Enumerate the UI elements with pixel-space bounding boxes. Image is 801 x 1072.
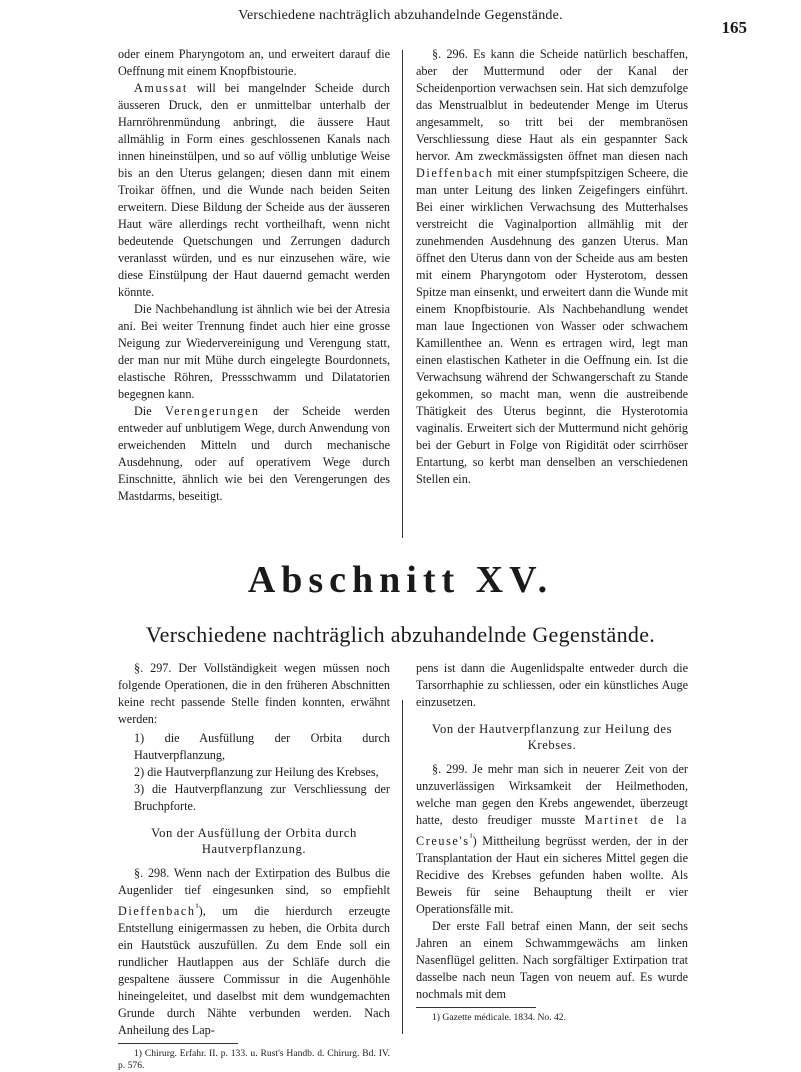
- footnote: 1) Gazette médicale. 1834. No. 42.: [432, 1012, 566, 1024]
- paragraph-text: ) Mittheilung begrüsst werden, der in der Transplantation der Haut ein sicheres Mittel gegen die Recidive des Krebses gefunden haben wollte. Als Beweis für seine Behauptung theilt er vier Operationsfälle mit.: [416, 834, 688, 917]
- paragraph: §. 297. Der Vollständigkeit wegen müssen noch folgende Operationen, die in den früheren Abschnitten keine recht passende Stelle finden konnten, erwähnt werden:: [118, 661, 390, 726]
- paragraph-text: §. 296. Es kann die Scheide natürlich beschaffen, aber der Muttermund oder der Kanal der Scheidenportion verwachsen sein. Hat sich demzufolge das Menstrualblut in bedeutender Menge im Uterus angesammelt, so tritt bei der membranösen Verschliessung diese Haut als ein gespannter Sack hervor. Am zweckmässigsten öffnet man diesen nach: [416, 47, 688, 163]
- top-left-column: [118, 46, 390, 505]
- author-name: Martinet de la Creuse's: [416, 813, 688, 849]
- emphasized-term: Verengerungen: [165, 404, 260, 418]
- footnote-rule: [416, 1007, 536, 1008]
- paragraph-text: mit einer stumpfspitzigen Scheere, die man unter Leitung des linken Zeigefingers einführt. Bei einer wirklichen Verwachsung des Mutterhalses verstreicht die Vaginalportion allmählig mit der zunehmenden Ausdehnung des ganzen Uterus. Man öffnet den Uterus dann von der Scheide aus am besten mit einem Pharyngotom oder Hysterotom, dessen Spitze man einsenkt, und erweitert dann die Wunde mit einem Knopfbistourie. Als Nachbehandlung wendet man laue Ingectionen von Wasser oder schwachem Kamillenthee an. Wenn es ertragen wird, legt man einen elastischen Katheter in die Oeffnung ein. Ist die Verwachsung während der Schwangerschaft zu Stande gekommen, so macht man, wenn die austreibende Thätigkeit des Uterus beginnt, die Hysterotomia vaginalis. Erweitert sich der Muttermund nicht gehörig bei der Geburt in Folge von Rigidität oder scirrhöser Entartung, so kerbt man denselben an verschiedenen Stellen ein.: [416, 166, 688, 486]
- paragraph: [416, 46, 688, 488]
- list-item: 3) die Hautverpflanzung zur Verschliessung der Bruchpforte.: [134, 782, 390, 813]
- paragraph-text: §. 299. Je mehr man sich in neuerer Zeit von der unzuverlässigen Wirksamkeit der Heilmethoden, welche man gegen den Krebs angewendet, überzeugt hatte, desto freudiger musste: [416, 762, 688, 827]
- column-divider: [402, 50, 403, 538]
- running-title: Verschiedene nachträglich abzuhandelnde Gegenstände.: [238, 8, 563, 23]
- paragraph: Der erste Fall betraf einen Mann, der seit sechs Jahren an einem Schwammgewächs am linken Nasenflügel gelitten. Nach sorgfältiger Extirpation trat dasselbe nach neun Tagen von neuem auf. Es wurde nochmals mit dem: [416, 919, 688, 1002]
- paragraph: pens ist dann die Augenlidspalte entweder durch die Tarsorrhaphie zu schliessen, oder ein künstliches Auge einzusetzen.: [416, 661, 688, 709]
- subsection-heading: Von der Ausfüllung der Orbita durch Hautverpflanzung.: [151, 826, 357, 856]
- bottom-left-column: [118, 660, 390, 1072]
- page-number: 165: [721, 18, 747, 37]
- author-name: Amussat: [134, 81, 188, 95]
- paragraph-lead: Die: [134, 404, 166, 418]
- operations-list: [134, 730, 390, 815]
- list-item: 1) die Ausfüllung der Orbita durch Hautverpflanzung,: [134, 731, 390, 762]
- running-head: [0, 6, 801, 36]
- author-name: Dieffenbach: [416, 166, 494, 180]
- paragraph-text: ), um die hierdurch erzeugte Entstellung einigermassen zu heben, die Orbita durch ein Hautstück auszufüllen. Zu dem Ende soll ein rundlicher Hautlappen aus der Schläfe durch die gespaltene äussere Commissur in die Augenhöhle hineingeleitet, und daselbst mit dem wundgemachten Grunde durch Nähte verbunden werden. Nach Anheilung des Lap-: [118, 904, 390, 1038]
- paragraph: Die Nachbehandlung ist ähnlich wie bei der Atresia ani. Bei weiter Trennung findet auch hier eine grosse Neigung zur Wiedervereinigung und Verengung statt, der man nur mit Mühe durch eingelegte Bourdonnets, elastische Röhren, Pressschwamm und Dilatatorien begegnen kann.: [118, 302, 390, 401]
- paragraph-text: der Scheide werden entweder auf unblutigem Wege, durch Anwendung von erweichenden Mitteln und durch mechanische Ausdehnung, oder auf operativem Wege durch Einschnitte, ähnlich wie bei den Verengerungen des Mastdarms, beseitigt.: [118, 404, 390, 503]
- subsection-heading: Von der Hautverpflanzung zur Heilung des Krebses.: [431, 722, 673, 752]
- author-name: Dieffenbach: [118, 904, 196, 919]
- paragraph: oder einem Pharyngotom an, und erweitert darauf die Oeffnung mit einem Knopfbistourie.: [118, 47, 390, 78]
- paragraph: [118, 80, 390, 301]
- bottom-right-column: [416, 660, 688, 1024]
- top-right-column: [416, 46, 688, 488]
- paragraph-text: §. 298. Wenn nach der Extirpation des Bulbus die Augenlider tief eingesunken sind, so empfiehlt: [118, 866, 390, 897]
- list-item: 2) die Hautverpflanzung zur Heilung des Krebses,: [134, 765, 379, 779]
- footnote: 1) Chirurg. Erfahr. II. p. 133. u. Rust's Handb. d. Chirurg. Bd. IV. p. 576.: [118, 1048, 390, 1072]
- paragraph: [118, 403, 390, 505]
- section-heading: Abschnitt XV.: [247, 559, 554, 601]
- footnote-ref: ¹: [469, 832, 473, 843]
- paragraph: [118, 865, 390, 1039]
- section-subheading: Verschiedene nachträglich abzuhandelnde Gegenstände.: [145, 622, 656, 647]
- paragraph: [416, 761, 688, 918]
- paragraph-text: will bei mangelnder Scheide durch äusseren Druck, den er unmittelbar unterhalb der Harnröhrenmündung anbringt, die äussere Haut allmählig in Form eines geschlossenen Kanals nach innen hineinstülpen, und so auf völlig unblutige Weise bis an den Uterus gelangen; diesen dann mit einem Troikar öffnen, und die Wunde nach beiden Seiten erweitern. Diese Bildung der Scheide aus der äusseren Haut wäre allerdings recht vortheilhaft, wenn nicht bedeutende Quetschungen und Zerrungen dadurch veranlasst würden, und es nur einzusehen wäre, wie diese Einstülpung der Haut dauernd gemacht werden könnte.: [118, 81, 390, 299]
- footnote-ref: ¹: [195, 902, 199, 913]
- footnote-rule: [118, 1043, 238, 1044]
- column-divider: [402, 700, 403, 1034]
